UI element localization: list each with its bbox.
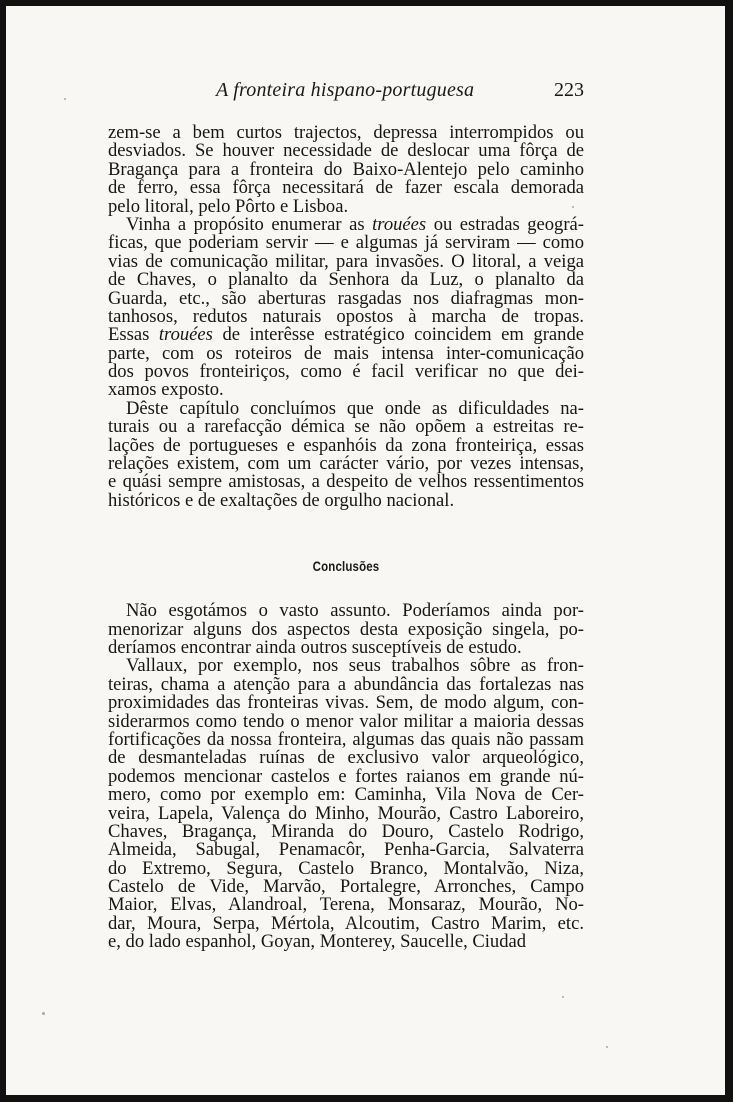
section-heading: Conclusões: [312, 558, 380, 575]
body-text: [108, 124, 584, 952]
text-line: Almeida, Sabugal, Penamacôr, Penha-Garcia, Salvaterra: [108, 841, 584, 860]
paragraph: [108, 216, 584, 400]
text-line: relações existem, com um carácter vário, por vezes intensas,: [108, 455, 584, 474]
text-line: Chaves, Bragança, Miranda do Douro, Castelo Rodrigo,: [108, 822, 584, 842]
text-line: xamos exposto.: [108, 381, 224, 400]
text-line: históricos e de exaltações de orgulho nacional.: [108, 491, 455, 511]
text-line: veira, Lapela, Valença do Minho, Mourão, Castro Laboreiro,: [108, 804, 584, 823]
text-line: Não esgotámos o vasto assunto. Poderíamos ainda por-: [126, 602, 584, 621]
text-line: dos povos fronteiriços, como é facil verificar no que dei-: [108, 363, 584, 382]
text-line: do Extremo, Segura, Castelo Branco, Montalvão, Niza,: [108, 859, 584, 879]
page-number: 223: [554, 79, 584, 101]
text-line: Maior, Elvas, Alandroal, Terena, Monsaraz, Mourão, No-: [108, 896, 584, 915]
text-line: proximidades das fronteiras vivas. Sem, de modo algum, con-: [108, 694, 584, 713]
text-line: turais ou a rarefacção démica se não opõem a estreitas re-: [108, 418, 584, 437]
text-line: Castelo de Vide, Marvão, Portalegre, Arronches, Campo: [108, 878, 584, 897]
text-line: dar, Moura, Serpa, Mértola, Alcoutim, Castro Marim, etc.: [108, 914, 584, 934]
text-after-heading: [108, 602, 584, 951]
text-line: Dêste capítulo concluímos que onde as dificuldades na-: [126, 399, 584, 419]
text-line: Guarda, etc., são aberturas rasgadas nos diafragmas mon-: [108, 289, 584, 308]
paragraph: [108, 657, 584, 951]
text-line: deríamos encontrar ainda outros susceptíveis de estudo.: [108, 638, 522, 658]
text-line: e, do lado espanhol, Goyan, Monterey, Saucelle, Ciudad: [108, 933, 527, 952]
text-line: parte, com os roteiros de mais intensa inter-comunicação: [108, 344, 584, 364]
text-line: desviados. Se houver necessidade de deslocar uma fôrça de: [108, 142, 584, 161]
text-line: de Chaves, o planalto da Senhora da Luz, o planalto da: [108, 271, 584, 290]
text-before-heading: [108, 124, 584, 510]
text-line: e quási sempre amistosas, a despeito de velhos ressentimentos: [108, 473, 584, 492]
text-line: fortificações da nossa fronteira, algumas das quais não passam: [108, 730, 584, 750]
text-line: podemos mencionar castelos e fortes raianos em grande nú-: [108, 767, 584, 787]
text-line: mero, como por exemplo em: Caminha, Vila Nova de Cer-: [108, 786, 584, 805]
text-line: siderarmos como tendo o menor valor militar a maioria dessas: [108, 712, 584, 731]
text-line: zem-se a bem curtos trajectos, depressa interrompidos ou: [108, 124, 584, 143]
text-line: vias de comunicação militar, para invasões. O litoral, a veiga: [108, 252, 584, 272]
text-line: pelo litoral, pelo Pôrto e Lisboa.: [108, 197, 349, 216]
paragraph: [108, 602, 584, 657]
text-line: de ferro, essa fôrça necessitará de fazer escala demorada: [108, 179, 584, 198]
text-line: Vallaux, por exemplo, nos seus trabalhos sôbre as fron-: [126, 657, 584, 676]
text-line: tanhosos, redutos naturais opostos à marcha de tropas.: [108, 307, 584, 327]
text-line: menorizar alguns dos aspectos desta exposição singela, po-: [108, 620, 584, 639]
running-title: A fronteira hispano-portuguesa: [216, 79, 475, 101]
book-page: [6, 6, 725, 1095]
paragraph: [108, 400, 584, 510]
text-line: lações de portugueses e espanhóis da zona fronteiriça, essas: [108, 436, 584, 456]
text-line: Vinha a propósito enumerar as trouées ou estradas geográ-: [126, 215, 584, 235]
page-header: [6, 79, 725, 109]
text-line: de desmanteladas ruínas de exclusivo valor arqueológico,: [108, 749, 584, 768]
text-line: Bragança para a fronteira do Baixo-Alentejo pelo caminho: [108, 160, 584, 180]
text-line: Essas trouées de interêsse estratégico coincidem em grande: [108, 326, 584, 345]
text-line: teiras, chama a atenção para a abundância das fortalezas nas: [108, 675, 584, 695]
text-line: ficas, que poderiam servir — e algumas já serviram — como: [108, 234, 584, 253]
paragraph: [108, 124, 584, 216]
